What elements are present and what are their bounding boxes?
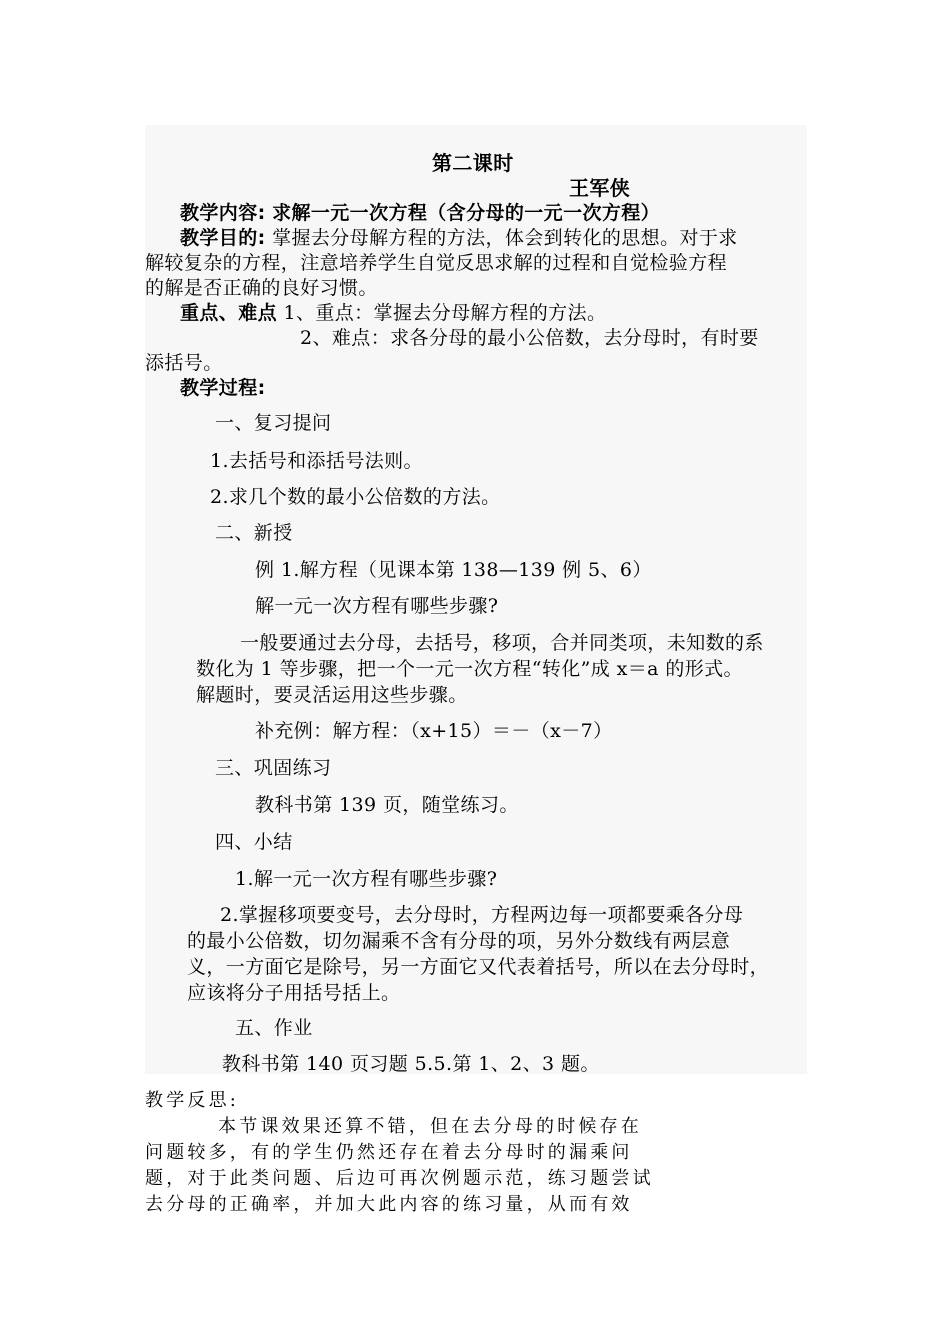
goal-row [180, 225, 738, 251]
answer-line: 解题时，要灵活运用这些步骤。 [196, 684, 468, 706]
key-row [180, 300, 606, 326]
reflection-line: 问题较多，有的学生仍然还存在着去分母时的漏乘问 [145, 1142, 633, 1163]
section-2-heading: 二、新授 [215, 522, 293, 544]
reflection-label: 教学反思: [145, 1090, 240, 1111]
section-3-heading: 三、巩固练习 [215, 757, 332, 779]
summary-item-2-line: 2.掌握移项要变号，去分母时，方程两边每一项都要乘各分母 [220, 904, 744, 926]
supplement-example: 补充例：解方程：（x+15）＝－（x－7） [255, 720, 613, 742]
goal-label: 教学目的: [180, 227, 266, 249]
goal-line: 解较复杂的方程，注意培养学生自觉反思求解的过程和自觉检验方程 [145, 252, 728, 274]
content-row [180, 200, 660, 226]
content-label: 教学内容: [180, 202, 266, 224]
page-title: 第二课时 [432, 151, 514, 175]
key-point-1: 1、重点：掌握去分母解方程的方法。 [283, 302, 607, 324]
reflection-line: 题，对于此类问题、后边可再次例题示范，练习题尝试 [145, 1168, 654, 1189]
section-3-text: 教科书第 139 页，随堂练习。 [255, 794, 519, 816]
goal-line: 掌握去分母解方程的方法，体会到转化的思想。对于求 [272, 227, 738, 249]
homework-text: 教科书第 140 页习题 5.5.第 1、2、3 题。 [222, 1053, 600, 1075]
answer-line: 数化为 1 等步骤，把一个一元一次方程“转化”成 x＝a 的形式。 [196, 658, 743, 680]
key-point-2: 2、难点：求各分母的最小公倍数，去分母时，有时要 [300, 327, 759, 349]
summary-item-2-line: 应该将分子用括号括上。 [187, 982, 401, 1004]
summary-item-1: 1.解一元一次方程有哪些步骤? [235, 868, 498, 890]
goal-line: 的解是否正确的良好习惯。 [145, 277, 378, 299]
key-point-2-cont: 添括号。 [145, 352, 223, 374]
section-1-item: 1.去括号和添括号法则。 [210, 450, 423, 472]
process-label: 教学过程: [180, 377, 266, 399]
answer-line: 一般要通过去分母，去括号，移项，合并同类项，未知数的系 [240, 632, 764, 654]
author: 王军侠 [569, 176, 631, 200]
summary-item-2-line: 义，一方面它是除号，另一方面它又代表着括号，所以在去分母时， [187, 956, 770, 978]
reflection-line: 去分母的正确率，并加大此内容的练习量，从而有效 [145, 1194, 633, 1215]
section-4-heading: 四、小结 [215, 831, 293, 853]
section-1-item: 2.求几个数的最小公倍数的方法。 [210, 486, 501, 508]
content-text: 求解一元一次方程（含分母的一元一次方程） [272, 202, 661, 224]
key-label: 重点、难点 [180, 302, 278, 324]
example-text: 例 1.解方程（见课本第 138—139 例 5、6） [255, 559, 652, 581]
section-5-heading: 五、作业 [235, 1017, 313, 1039]
question-text: 解一元一次方程有哪些步骤? [255, 595, 499, 617]
reflection-line: 本节课效果还算不错，但在去分母的时候存在 [218, 1116, 642, 1137]
summary-item-2-line: 的最小公倍数，切勿漏乘不含有分母的项，另外分数线有两层意 [187, 930, 731, 952]
section-1-heading: 一、复习提问 [215, 412, 332, 434]
